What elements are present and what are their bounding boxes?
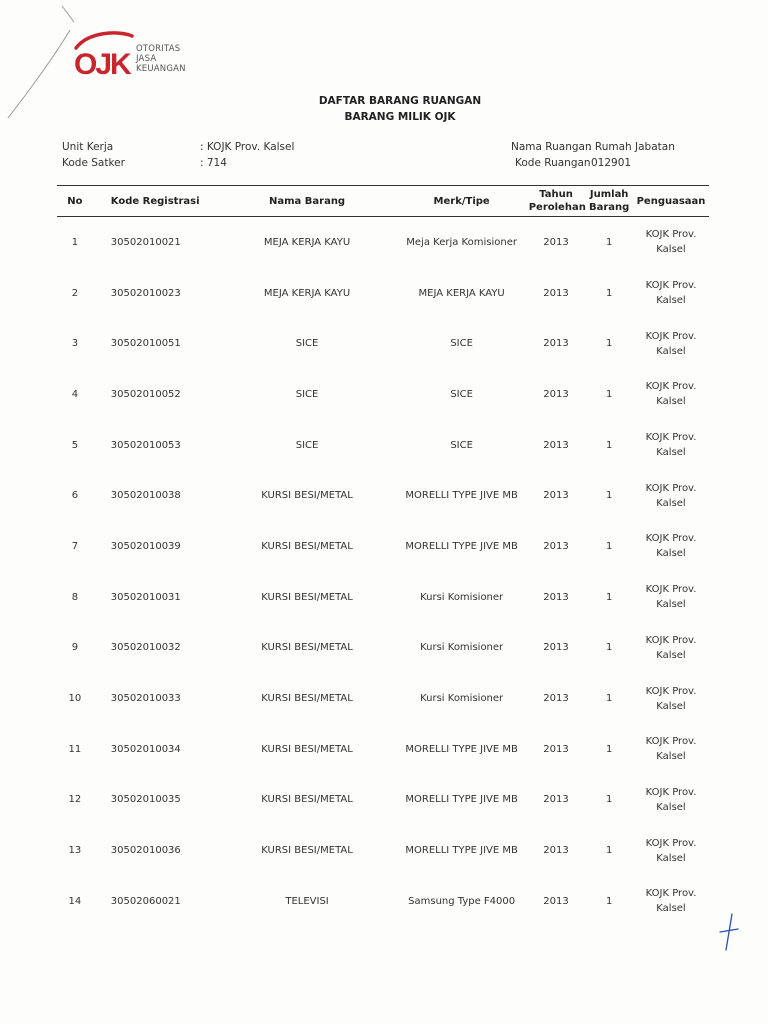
cell-jumlah-barang: 1: [605, 540, 613, 552]
cell-merk-tipe: MEJA KERJA KAYU: [418, 287, 505, 299]
cell-tahun-perolehan: 2013: [543, 540, 569, 552]
cell-jumlah-barang: 1: [605, 338, 613, 350]
cell-nama-barang: MEJA KERJA KAYU: [263, 287, 351, 299]
cell-tahun-perolehan: 2013: [543, 338, 569, 350]
cell-merk-tipe: Meja Kerja Komisioner: [406, 236, 517, 248]
document-subtitle: BARANG MILIK OJK: [344, 111, 456, 123]
cell-penguasaan: KOJK Prov. Kalsel: [645, 330, 697, 357]
table-row: [57, 775, 709, 826]
cell-nama-barang: KURSI BESI/METAL: [261, 743, 353, 755]
cell-kode-registrasi: 30502010038: [110, 490, 181, 502]
table-row: [57, 825, 709, 876]
cell-jumlah-barang: 1: [605, 895, 613, 907]
cell-merk-tipe: SICE: [450, 338, 473, 350]
table-row: [57, 420, 709, 471]
logo-wordmark: [136, 44, 186, 74]
header-merk-tipe: Merk/Tipe: [397, 186, 527, 217]
cell-merk-tipe: Samsung Type F4000: [408, 895, 516, 907]
cell-tahun-perolehan: 2013: [543, 743, 569, 755]
cell-kode-registrasi: 30502010052: [110, 388, 181, 400]
logo-mark-text: OJK: [74, 48, 130, 81]
cell-jumlah-barang: 1: [605, 693, 613, 705]
kode-satker-value: : 714: [200, 157, 227, 169]
cell-kode-registrasi: 30502010033: [110, 693, 181, 705]
cell-penguasaan: KOJK Prov. Kalsel: [645, 533, 697, 560]
cell-no: 4: [71, 388, 79, 400]
cell-kode-registrasi: 30502010035: [110, 794, 181, 806]
cell-no: 14: [68, 895, 82, 907]
cell-nama-barang: SICE: [295, 388, 319, 400]
cell-no: 7: [71, 540, 79, 552]
cell-penguasaan: KOJK Prov. Kalsel: [645, 685, 697, 712]
table-header-row: [57, 186, 709, 217]
inventory-table: [57, 185, 709, 927]
nama-ruangan-value: : Rumah Jabatan: [588, 141, 675, 153]
cell-kode-registrasi: 30502010031: [110, 591, 181, 603]
cell-kode-registrasi: 30502060021: [110, 895, 181, 907]
cell-jumlah-barang: 1: [605, 388, 613, 400]
cell-penguasaan: KOJK Prov. Kalsel: [645, 584, 697, 611]
cell-tahun-perolehan: 2013: [543, 845, 569, 857]
cell-merk-tipe: Kursi Komisioner: [420, 693, 504, 705]
cell-no: 13: [68, 845, 82, 857]
table-row: [57, 876, 709, 927]
cell-nama-barang: TELEVISI: [285, 895, 329, 907]
cell-jumlah-barang: 1: [605, 794, 613, 806]
header-tahun-perolehan: Tahun Perolehan: [527, 186, 586, 217]
cell-merk-tipe: MORELLI TYPE JIVE MB: [405, 540, 518, 552]
table-row: [57, 673, 709, 724]
cell-no: 1: [71, 236, 79, 248]
cell-tahun-perolehan: 2013: [543, 794, 569, 806]
cell-no: 12: [68, 794, 82, 806]
cell-penguasaan: KOJK Prov. Kalsel: [645, 482, 697, 509]
cell-no: 10: [68, 693, 82, 705]
cell-penguasaan: KOJK Prov. Kalsel: [645, 432, 697, 459]
header-nama-barang: Nama Barang: [218, 186, 397, 217]
cell-penguasaan: KOJK Prov. Kalsel: [645, 736, 697, 763]
unit-kerja-label: Unit Kerja: [62, 141, 114, 153]
cell-nama-barang: KURSI BESI/METAL: [261, 490, 353, 502]
cell-jumlah-barang: 1: [605, 236, 613, 248]
cell-jumlah-barang: 1: [605, 642, 613, 654]
cell-tahun-perolehan: 2013: [543, 388, 569, 400]
cell-jumlah-barang: 1: [605, 591, 613, 603]
cell-nama-barang: KURSI BESI/METAL: [261, 693, 353, 705]
cell-penguasaan: KOJK Prov. Kalsel: [645, 888, 697, 915]
cell-jumlah-barang: 1: [605, 490, 613, 502]
cell-merk-tipe: MORELLI TYPE JIVE MB: [405, 490, 518, 502]
cell-nama-barang: KURSI BESI/METAL: [261, 540, 353, 552]
table-row: [57, 572, 709, 623]
cell-jumlah-barang: 1: [605, 287, 613, 299]
cell-no: 6: [71, 490, 79, 502]
table-row: [57, 623, 709, 674]
cell-penguasaan: KOJK Prov. Kalsel: [645, 837, 697, 864]
header-penguasaan: Penguasaan: [633, 186, 709, 217]
header-kode-registrasi: Kode Registrasi: [93, 186, 218, 217]
cell-nama-barang: MEJA KERJA KAYU: [263, 236, 351, 248]
cell-nama-barang: KURSI BESI/METAL: [261, 591, 353, 603]
cell-tahun-perolehan: 2013: [543, 439, 569, 451]
cell-kode-registrasi: 30502010023: [110, 287, 181, 299]
kode-satker-label: Kode Satker: [62, 157, 125, 169]
cell-nama-barang: KURSI BESI/METAL: [261, 845, 353, 857]
kode-ruangan-label: Kode Ruangan: [515, 157, 591, 169]
table-row: [57, 318, 709, 369]
cell-jumlah-barang: 1: [605, 439, 613, 451]
cell-jumlah-barang: 1: [605, 743, 613, 755]
cell-kode-registrasi: 30502010053: [110, 439, 181, 451]
cell-jumlah-barang: 1: [605, 845, 613, 857]
cell-merk-tipe: MORELLI TYPE JIVE MB: [405, 743, 518, 755]
header-no: No: [57, 186, 93, 217]
table-row: [57, 470, 709, 521]
cell-kode-registrasi: 30502010021: [110, 236, 181, 248]
cell-tahun-perolehan: 2013: [543, 591, 569, 603]
cell-nama-barang: SICE: [295, 439, 319, 451]
logo-line-3: KEUANGAN: [136, 64, 186, 74]
kode-ruangan-value: 012901: [591, 157, 632, 169]
cell-nama-barang: KURSI BESI/METAL: [261, 642, 353, 654]
cell-tahun-perolehan: 2013: [543, 490, 569, 502]
header-jumlah-barang: Jumlah Barang: [585, 186, 633, 217]
cell-tahun-perolehan: 2013: [543, 642, 569, 654]
nama-ruangan-label: Nama Ruangan: [511, 141, 592, 153]
cell-kode-registrasi: 30502010036: [110, 845, 181, 857]
table-row: [57, 217, 709, 268]
cell-penguasaan: KOJK Prov. Kalsel: [645, 229, 697, 256]
cell-merk-tipe: Kursi Komisioner: [420, 642, 504, 654]
cell-kode-registrasi: 30502010034: [110, 743, 181, 755]
cell-no: 9: [71, 642, 79, 654]
document-title: DAFTAR BARANG RUANGAN: [318, 95, 482, 107]
cell-tahun-perolehan: 2013: [543, 236, 569, 248]
handwritten-mark: [718, 912, 740, 952]
cell-kode-registrasi: 30502010051: [110, 338, 181, 350]
table-row: [57, 369, 709, 420]
cell-merk-tipe: SICE: [450, 388, 473, 400]
table-row: [57, 521, 709, 572]
unit-kerja-value: : KOJK Prov. Kalsel: [200, 141, 295, 153]
cell-penguasaan: KOJK Prov. Kalsel: [645, 634, 697, 661]
table-row: [57, 268, 709, 319]
cell-merk-tipe: Kursi Komisioner: [420, 591, 504, 603]
cell-kode-registrasi: 30502010032: [110, 642, 181, 654]
cell-no: 8: [71, 591, 79, 603]
cell-penguasaan: KOJK Prov. Kalsel: [645, 786, 697, 813]
cell-no: 5: [71, 439, 79, 451]
cell-no: 3: [71, 338, 79, 350]
cell-nama-barang: KURSI BESI/METAL: [261, 794, 353, 806]
cell-kode-registrasi: 30502010039: [110, 540, 181, 552]
cell-merk-tipe: MORELLI TYPE JIVE MB: [405, 794, 518, 806]
logo-line-2: JASA: [136, 54, 157, 64]
cell-no: 11: [68, 743, 82, 755]
cell-no: 2: [71, 287, 79, 299]
cell-tahun-perolehan: 2013: [543, 287, 569, 299]
cell-nama-barang: SICE: [295, 338, 319, 350]
cell-merk-tipe: SICE: [450, 439, 473, 451]
cell-merk-tipe: MORELLI TYPE JIVE MB: [405, 845, 518, 857]
cell-tahun-perolehan: 2013: [543, 693, 569, 705]
cell-penguasaan: KOJK Prov. Kalsel: [645, 280, 697, 307]
logo-line-1: OTORITAS: [136, 44, 181, 54]
table-row: [57, 724, 709, 775]
cell-tahun-perolehan: 2013: [543, 895, 569, 907]
cell-penguasaan: KOJK Prov. Kalsel: [645, 381, 697, 408]
